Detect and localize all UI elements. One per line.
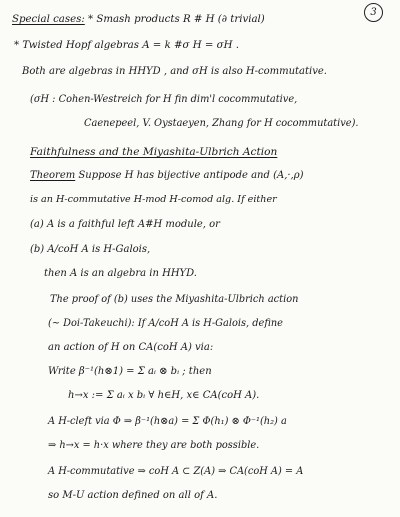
note-line-2: * Twisted Hopf algebras A = k #σ H = σH . [14, 40, 239, 51]
note-line-9: (a) A is a faithful left A#H module, or [30, 219, 220, 230]
note-line-8: is an H-commutative H-mod H-comod alg. If either [30, 194, 277, 205]
note-line-16: h→x := Σ aᵢ x bᵢ ∀ h∈H, x∈ CA(coH A). [68, 390, 260, 401]
theorem-label: Theorem [30, 170, 76, 181]
note-line-15: Write β⁻¹(h⊗1) = Σ aᵢ ⊗ bᵢ ; then [48, 366, 212, 377]
note-line-6: Faithfulness and the Miyashita-Ulbrich Action [30, 146, 278, 158]
note-line-13: (~ Doi-Takeuchi): If A/coH A is H-Galois, define [48, 318, 283, 329]
note-line-1: Special cases: * Smash products R # H (∂ trivial) [12, 14, 265, 25]
note-line-12: The proof of (b) uses the Miyashita-Ulbrich action [50, 294, 299, 305]
special-cases-heading: Special cases: [12, 14, 85, 25]
note-line-7: Theorem Suppose H has bijective antipode and (A,·,ρ) [30, 170, 304, 181]
note-line-11: then A is an algebra in HHYD. [44, 268, 197, 279]
note-line-20: so M-U action defined on all of A. [48, 490, 218, 501]
note-line-5: Caenepeel, V. Oystaeyen, Zhang for H cocommutative). [84, 118, 359, 129]
note-line-3: Both are algebras in HHYD , and σH is also H-commutative. [22, 66, 327, 77]
note-line-10: (b) A/coH A is H-Galois, [30, 244, 151, 255]
note-line-17: A H-cleft via Φ ⇒ β⁻¹(h⊗a) = Σ Φ(h₁) ⊗ Φ⁻¹(h₂) a [48, 416, 287, 427]
page-number-circle: 3 [364, 3, 383, 22]
note-line-14: an action of H on CA(coH A) via: [48, 342, 214, 353]
note-line-19: A H-commutative ⇒ coH A ⊂ Z(A) ⇒ CA(coH A) = A [48, 466, 304, 477]
note-line-4: (σH : Cohen-Westreich for H fin dim'l cocommutative, [30, 94, 298, 105]
note-line-18: ⇒ h→x = h·x where they are both possible. [48, 440, 260, 451]
